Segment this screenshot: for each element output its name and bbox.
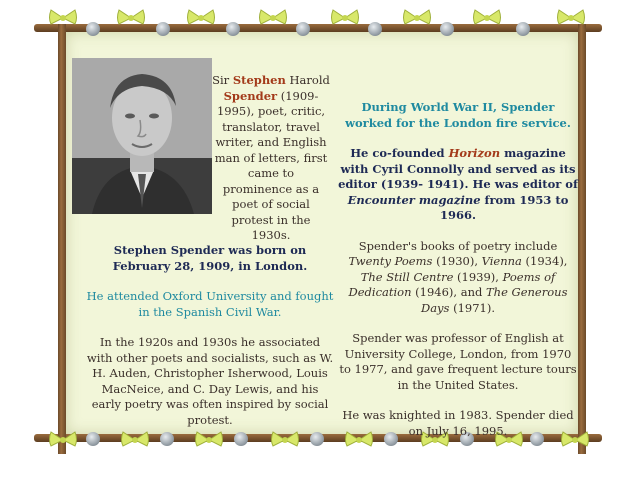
yellow-bow-icon	[330, 6, 360, 30]
book-title-4: Poems of Dedication	[348, 269, 556, 299]
books-text-e: (1946), and	[411, 285, 486, 299]
books-text-d: (1939),	[453, 269, 503, 284]
yellow-bow-icon	[120, 428, 150, 452]
born-paragraph: Stephen Spender was born on February 28, 1909, in London.	[112, 243, 308, 273]
professor-paragraph: Spender was professor of English at University College, London, from 1970 to 1977, and gave frequent lecture tours in the United States.	[339, 331, 577, 392]
book-title-3: The Still Centre	[360, 269, 454, 284]
intro-text	[212, 73, 330, 244]
books-paragraph	[338, 239, 578, 317]
yellow-bow-icon	[186, 6, 216, 30]
left-column	[86, 243, 334, 428]
horizon-text-c: from 1953 to 1966.	[439, 192, 569, 222]
horizon-title: Horizon	[448, 146, 501, 160]
yellow-bow-icon	[556, 6, 586, 30]
nail-icon	[226, 22, 240, 36]
books-text-a: Spender's books of poetry include	[358, 238, 558, 253]
nail-icon	[86, 22, 100, 36]
intro-name-first: Stephen	[232, 73, 286, 87]
book-title-1: Twenty Poems	[348, 254, 433, 268]
knighted-paragraph: He was knighted in 1983. Spender died on July 16, 1995.	[342, 408, 574, 438]
yellow-bow-icon	[270, 428, 300, 452]
twenties-paragraph: In the 1920s and 1930s he associated with other poets and socialists, such as W. H. Auden, Christopher Isherwood, Louis MacNeice, and C. Day Lewis, and his early poetry was often inspired by social protest.	[86, 335, 334, 427]
portrait-photo	[72, 58, 212, 214]
education-paragraph: He attended Oxford University and fought in the Spanish Civil War.	[86, 289, 334, 319]
nail-icon	[368, 22, 382, 36]
ww2-paragraph: During World War II, Spender worked for the London fire service.	[345, 100, 571, 130]
yellow-bow-icon	[258, 6, 288, 30]
intro-name-last: Spender	[223, 88, 278, 103]
nail-icon	[234, 432, 248, 446]
books-text-f: (1971).	[449, 300, 496, 315]
nail-icon	[160, 432, 174, 446]
horizon-text-b: magazine with Cyril Connolly and served as its editor (1939- 1941). He was editor of	[338, 146, 578, 191]
nail-icon	[516, 22, 530, 36]
frame-right	[578, 24, 586, 454]
yellow-bow-icon	[116, 6, 146, 30]
horizon-text-a: He co-founded	[350, 146, 449, 160]
yellow-bow-icon	[194, 428, 224, 452]
intro-prefix: Sir	[212, 73, 233, 87]
nail-icon	[296, 22, 310, 36]
books-text-c: (1934),	[521, 254, 568, 268]
nail-icon	[440, 22, 454, 36]
book-title-5: The Generous Days	[420, 285, 568, 315]
intro-name-middle: Harold	[285, 73, 330, 87]
horizon-paragraph	[338, 146, 578, 224]
yellow-bow-icon	[48, 428, 78, 452]
right-column	[338, 100, 578, 439]
book-title-2: Vienna	[481, 254, 522, 268]
intro-rest: (1909-1995), poet, critic, translator, travel writer, and English man of letters, first came to prominence as a poet of social protest in the 1930s.	[214, 88, 328, 242]
yellow-bow-icon	[48, 6, 78, 30]
frame-left	[58, 24, 66, 454]
books-text-b: (1930),	[432, 254, 482, 268]
encounter-title: Encounter magazine	[347, 192, 481, 207]
nail-icon	[156, 22, 170, 36]
nail-icon	[86, 432, 100, 446]
yellow-bow-icon	[402, 6, 432, 30]
nail-icon	[310, 432, 324, 446]
yellow-bow-icon	[472, 6, 502, 30]
